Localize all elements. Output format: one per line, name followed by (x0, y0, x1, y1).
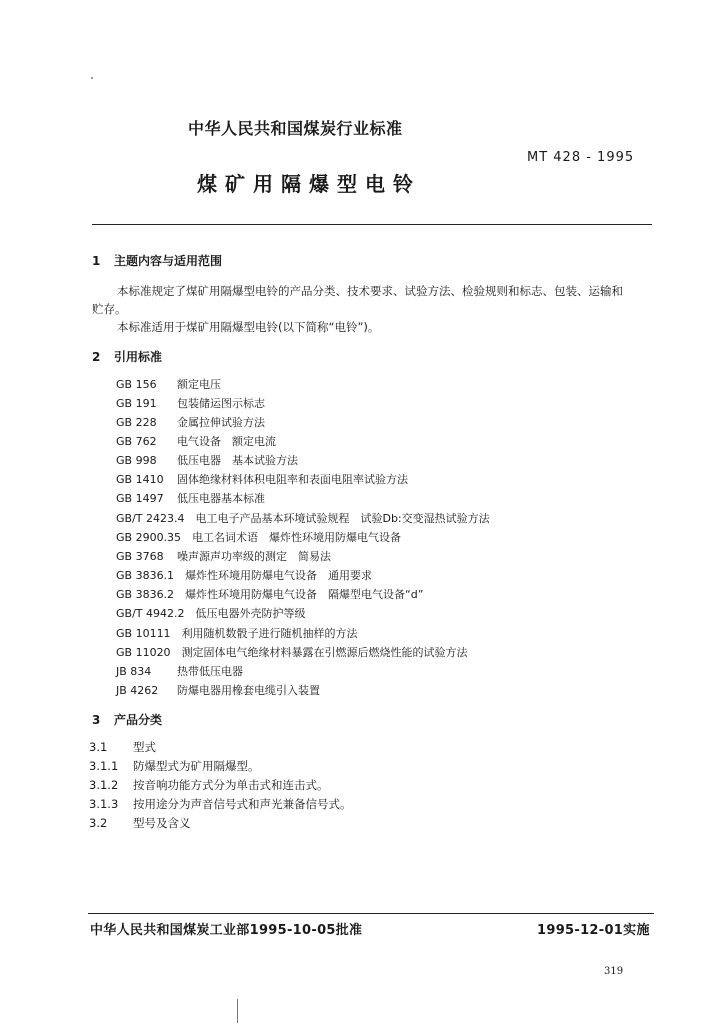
reference-title: 噪声源声功率级的测定 简易法 (177, 550, 331, 563)
reference-title: 防爆电器用橡套电缆引入装置 (177, 684, 320, 697)
clause-number: 3.1 (89, 740, 108, 754)
reference-title: 电工电子产品基本环境试验规程 试验Db:交变湿热试验方法 (195, 512, 490, 525)
reference-title: 爆炸性环境用防爆电气设备 隔爆型电气设备“d” (185, 588, 424, 601)
reference-title: 包装储运图示标志 (177, 397, 265, 410)
reference-item (116, 644, 468, 660)
clause-number: 3.1.2 (89, 778, 119, 792)
reference-item (116, 490, 265, 506)
section-heading-1 (92, 252, 222, 269)
document-title: 煤矿用隔爆型电铃 (197, 172, 421, 196)
clause-text: 型式 (133, 740, 156, 754)
reference-item (116, 605, 305, 621)
reference-item (116, 663, 243, 679)
reference-code: GB/T 4942.2 (116, 607, 185, 620)
reference-code: JB 4262 (116, 684, 159, 697)
reference-item (116, 433, 276, 449)
reference-item (116, 529, 401, 545)
clause-text: 按用途分为声音信号式和声光兼备信号式。 (133, 797, 352, 811)
standard-number: MT 428 - 1995 (527, 150, 635, 165)
clause-item (89, 739, 156, 755)
reference-code: GB 191 (116, 397, 157, 410)
clause-item (89, 777, 329, 793)
reference-item (116, 548, 331, 564)
clause-item (89, 796, 352, 812)
scan-speck (91, 77, 93, 79)
reference-item (116, 510, 490, 526)
reference-item (116, 586, 423, 602)
reference-item (116, 567, 372, 583)
reference-item (116, 452, 298, 468)
reference-title: 热带低压电器 (177, 665, 243, 678)
reference-title: 利用随机数骰子进行随机抽样的方法 (181, 627, 358, 640)
section-title: 产品分类 (114, 713, 163, 727)
reference-item (116, 376, 221, 392)
reference-code: JB 834 (116, 665, 152, 678)
reference-title: 电气设备 额定电流 (177, 435, 276, 448)
clause-number: 3.1.3 (89, 797, 119, 811)
reference-title: 测定固体电气绝缘材料暴露在引燃源后燃烧性能的试验方法 (181, 646, 468, 659)
reference-title: 低压电器外壳防护等级 (195, 607, 306, 620)
reference-code: GB 2900.35 (116, 531, 182, 544)
reference-code: GB 11020 (116, 646, 171, 659)
footer-rule (88, 913, 654, 914)
reference-code: GB 1410 (116, 473, 164, 486)
reference-code: GB 156 (116, 378, 157, 391)
reference-item (116, 625, 358, 641)
reference-code: GB 3768 (116, 550, 164, 563)
reference-code: GB 3836.2 (116, 588, 175, 601)
issuing-organization: 中华人民共和国煤炭行业标准 (188, 119, 403, 138)
clause-item (89, 815, 191, 831)
clause-number: 3.1.1 (89, 759, 119, 773)
reference-item (116, 395, 265, 411)
reference-item (116, 471, 408, 487)
reference-title: 固体绝缘材料体积电阻率和表面电阻率试验方法 (177, 473, 408, 486)
clause-text: 型号及含义 (133, 816, 191, 830)
approval-line: 中华人民共和国煤炭工业部1995-10-05批准 (90, 923, 363, 938)
scope-paragraph-line-2: 贮存。 (92, 302, 127, 316)
section-heading-2 (92, 348, 162, 365)
section-number: 1 (92, 254, 101, 268)
reference-item (116, 414, 265, 430)
reference-title: 电工名词术语 爆炸性环境用防爆电气设备 (192, 531, 402, 544)
reference-title: 低压电器 基本试验方法 (177, 454, 298, 467)
reference-item (116, 682, 320, 698)
reference-code: GB/T 2423.4 (116, 512, 185, 525)
clause-number: 3.2 (89, 816, 108, 830)
section-number: 3 (92, 713, 101, 727)
section-title: 主题内容与适用范围 (114, 254, 223, 268)
page-number: 319 (604, 966, 624, 977)
implementation-date: 1995-12-01实施 (537, 923, 650, 938)
scope-paragraph-line-1: 本标准规定了煤矿用隔爆型电铃的产品分类、技术要求、试验方法、检验规则和标志、包装、运输和 (117, 284, 623, 298)
section-heading-3 (92, 711, 162, 728)
scope-applicability-paragraph: 本标准适用于煤矿用隔爆型电铃(以下简称“电铃”)。 (117, 320, 380, 334)
reference-code: GB 998 (116, 454, 157, 467)
clause-item (89, 758, 260, 774)
clause-text: 按音响功能方式分为单击式和连击式。 (133, 778, 329, 792)
header-rule (92, 224, 652, 225)
reference-code: GB 10111 (116, 627, 171, 640)
scan-speck (237, 999, 238, 1023)
reference-title: 爆炸性环境用防爆电气设备 通用要求 (185, 569, 373, 582)
reference-title: 低压电器基本标准 (177, 492, 265, 505)
reference-code: GB 1497 (116, 492, 164, 505)
section-number: 2 (92, 350, 101, 364)
section-title: 引用标准 (114, 350, 163, 364)
clause-text: 防爆型式为矿用隔爆型。 (133, 759, 260, 773)
reference-code: GB 3836.1 (116, 569, 175, 582)
reference-title: 额定电压 (177, 378, 221, 391)
reference-code: GB 228 (116, 416, 157, 429)
reference-title: 金属拉伸试验方法 (177, 416, 265, 429)
reference-code: GB 762 (116, 435, 157, 448)
